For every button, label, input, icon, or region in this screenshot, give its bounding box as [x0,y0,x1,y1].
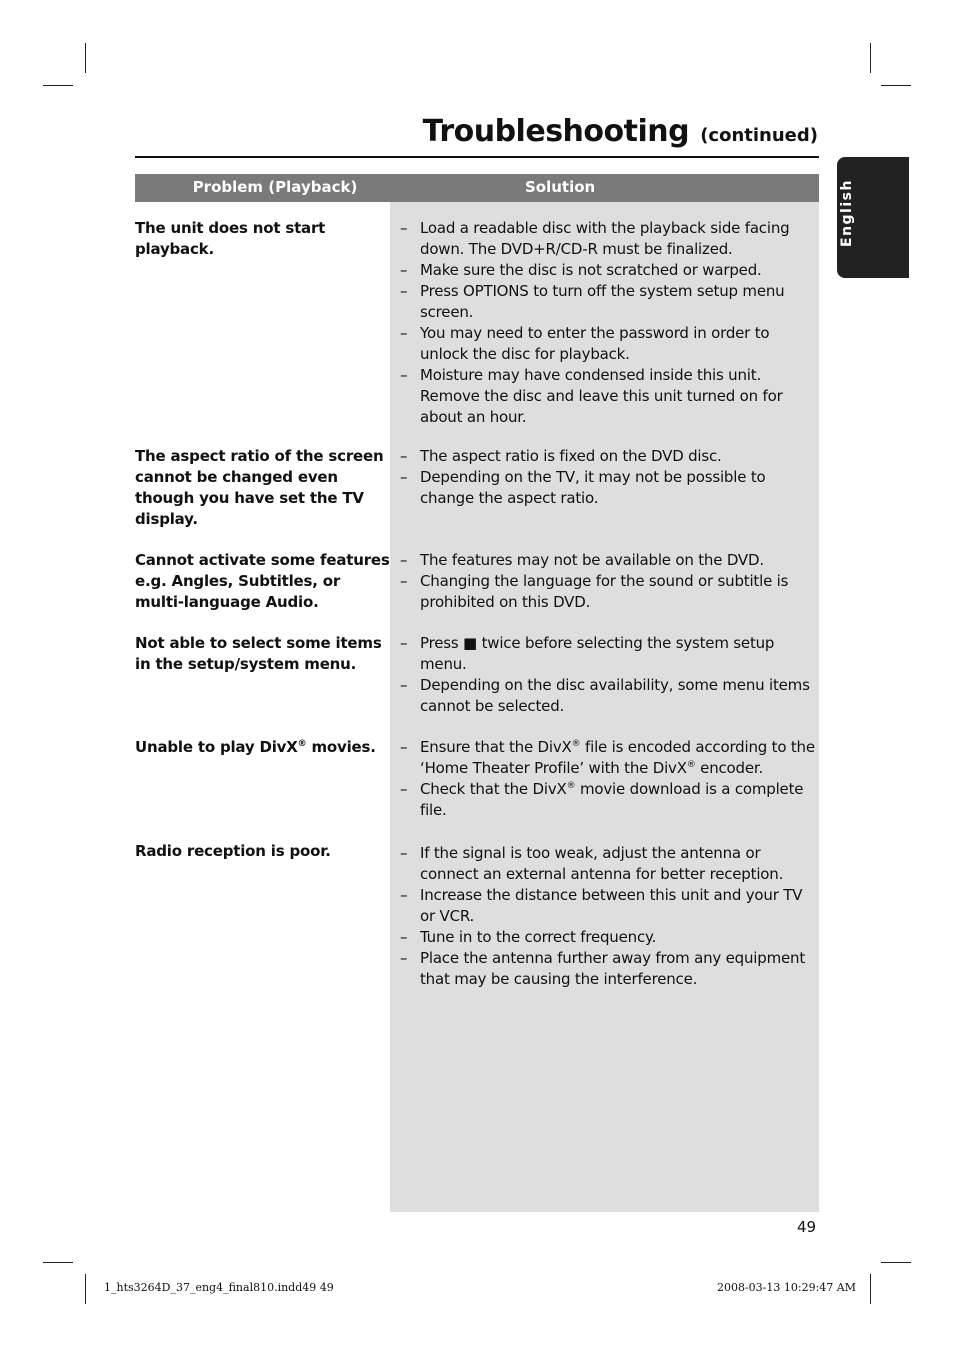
solution-item: – Load a readable disc with the playback side facing down. The DVD+R/CD-R must be finalized. [398,218,818,260]
solution-text-part: encoder. [695,759,764,777]
crop-mark [881,1262,911,1263]
solution-item [398,737,818,779]
problem-text-part: movies. [306,738,376,756]
page-number: 49 [797,1218,817,1236]
title-rule [135,156,819,158]
solution-item: – The aspect ratio is fixed on the DVD disc. [398,446,818,467]
title-text: Troubleshooting [422,114,690,149]
solution-list [398,737,818,821]
registered-mark: ® [686,760,696,770]
solution-list [398,446,818,509]
solution-item: – Press ■ twice before selecting the system setup menu. [398,633,818,675]
solution-list [398,550,818,613]
crop-mark [85,43,86,73]
problem-text: Not able to select some items in the setup/system menu. [135,634,382,673]
solution-list [398,633,818,717]
solution-item: – Depending on the disc availability, some menu items cannot be selected. [398,675,818,717]
solution-item: – Moisture may have condensed inside this unit. Remove the disc and leave this unit turned on for about an hour. [398,365,818,428]
page-title [423,114,818,149]
crop-mark [881,85,911,86]
registered-mark: ® [571,739,581,749]
language-tab [837,157,909,278]
solution-item: – If the signal is too weak, adjust the antenna or connect an external antenna for better reception. [398,843,818,885]
solution-text-part: Check that the DivX [420,780,567,798]
footer-timestamp: 2008-03-13 10:29:47 AM [716,1281,856,1294]
registered-mark: ® [297,739,307,749]
problem-text: The unit does not start playback. [135,219,326,258]
solution-text-part: movie download is a complete file. [420,780,804,819]
crop-mark [870,1274,871,1304]
solution-item: – The features may not be available on the DVD. [398,550,818,571]
crop-mark [43,1262,73,1263]
problem-text: Radio reception is poor. [135,842,331,860]
crop-mark [85,1274,86,1304]
problem-text: The aspect ratio of the screen cannot be changed even though you have set the TV display. [135,447,384,528]
language-tab-label: English [839,179,855,247]
crop-mark [43,85,73,86]
problem-column-header: Problem (Playback) [192,178,358,196]
solution-list [398,218,818,428]
solution-item [398,779,818,821]
solution-item: – You may need to enter the password in order to unlock the disc for playback. [398,323,818,365]
solution-text-part: file is encoded according to the ‘Home Theater Profile’ with the DivX [420,738,815,777]
problem-text: Cannot activate some features e.g. Angles, Subtitles, or multi-language Audio. [135,551,390,611]
table-header [135,174,819,202]
solution-item: – Place the antenna further away from any equipment that may be causing the interference. [398,948,818,990]
solution-column-header: Solution [525,178,596,196]
solution-list [398,843,818,990]
problem-text-part: Unable to play DivX [135,738,298,756]
solution-item: – Increase the distance between this unit and your TV or VCR. [398,885,818,927]
solution-item: – Press OPTIONS to turn off the system setup menu screen. [398,281,818,323]
footer-filename: 1_hts3264D_37_eng4_final810.indd49 49 [104,1281,334,1294]
solution-item: – Changing the language for the sound or subtitle is prohibited on this DVD. [398,571,818,613]
registered-mark: ® [566,781,576,791]
solution-item: – Make sure the disc is not scratched or warped. [398,260,818,281]
solution-item: – Depending on the TV, it may not be possible to change the aspect ratio. [398,467,818,509]
solution-text-part: Ensure that the DivX [420,738,572,756]
solution-item: – Tune in to the correct frequency. [398,927,818,948]
problem-text [135,737,390,758]
title-suffix: (continued) [700,125,818,146]
crop-mark [870,43,871,73]
